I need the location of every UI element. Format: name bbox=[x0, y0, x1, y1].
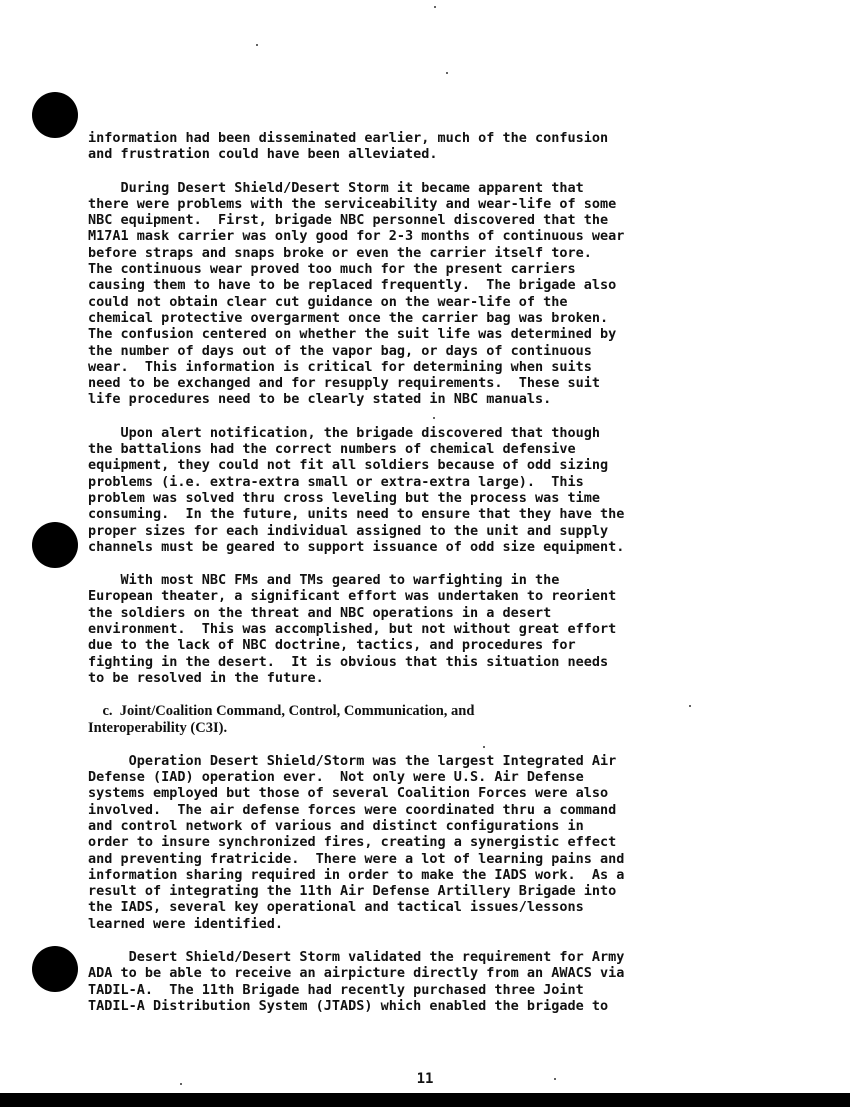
text-line: Operation Desert Shield/Storm was the largest Integrated Air bbox=[88, 752, 617, 769]
text-line: causing them to have to be replaced frequently. The brigade also bbox=[88, 277, 617, 294]
text-line: systems employed but those of several Coalition Forces were also bbox=[88, 785, 609, 802]
text-line: TADIL-A Distribution System (JTADS) which enabled the brigade to bbox=[88, 997, 609, 1014]
punch-hole-top bbox=[32, 92, 78, 138]
paragraph-iads bbox=[88, 753, 768, 932]
text-line: before straps and snaps broke or even the carrier itself tore. bbox=[88, 244, 592, 261]
text-line: to be resolved in the future. bbox=[88, 669, 324, 686]
text-line: Desert Shield/Desert Storm validated the requirement for Army bbox=[88, 949, 625, 966]
punch-hole-bottom bbox=[32, 946, 78, 992]
text-line: information had been disseminated earlier, much of the confusion bbox=[88, 130, 609, 146]
document-body bbox=[88, 130, 768, 1014]
text-line: European theater, a significant effort was undertaken to reorient bbox=[88, 588, 617, 605]
heading-line: Interoperability (C3I). bbox=[88, 719, 228, 736]
text-line: Defense (IAD) operation ever. Not only were U.S. Air Defense bbox=[88, 769, 584, 786]
text-line: learned were identified. bbox=[88, 915, 284, 932]
text-line: life procedures need to be clearly stated in NBC manuals. bbox=[88, 391, 552, 408]
text-line: TADIL-A. The 11th Brigade had recently purchased three Joint bbox=[88, 981, 584, 998]
text-line: environment. This was accomplished, but not without great effort bbox=[88, 621, 617, 638]
text-line: proper sizes for each individual assigned to the unit and supply bbox=[88, 522, 609, 539]
text-line: there were problems with the serviceability and wear-life of some bbox=[88, 195, 617, 212]
text-line: and control network of various and distinct configurations in bbox=[88, 817, 584, 834]
text-line: M17A1 mask carrier was only good for 2-3 months of continuous wear bbox=[88, 228, 625, 245]
scan-speck bbox=[434, 6, 436, 8]
paragraph-awacs bbox=[88, 949, 768, 1014]
text-line: need to be exchanged and for resupply requirements. These suit bbox=[88, 375, 601, 392]
scan-speck bbox=[446, 72, 448, 74]
text-line: fighting in the desert. It is obvious that this situation needs bbox=[88, 653, 609, 670]
text-line: the IADS, several key operational and tactical issues/lessons bbox=[88, 899, 584, 916]
text-line: problem was solved thru cross leveling but the process was time bbox=[88, 489, 601, 506]
text-line: the battalions had the correct numbers of chemical defensive bbox=[88, 441, 576, 458]
paragraph-field-manuals bbox=[88, 572, 768, 686]
section-heading-c3i bbox=[88, 703, 768, 736]
text-line: information sharing required in order to make the IADS work. As a bbox=[88, 866, 625, 883]
text-line: wear. This information is critical for determining when suits bbox=[88, 358, 592, 375]
text-line: and frustration could have been alleviated. bbox=[88, 146, 438, 163]
paragraph-sizing bbox=[88, 425, 768, 555]
text-line: chemical protective overgarment once the carrier bag was broken. bbox=[88, 309, 609, 326]
text-line: With most NBC FMs and TMs geared to warfighting in the bbox=[88, 572, 560, 589]
text-line: NBC equipment. First, brigade NBC personnel discovered that the bbox=[88, 212, 609, 229]
text-line: the soldiers on the threat and NBC operations in a desert bbox=[88, 604, 552, 621]
text-line: involved. The air defense forces were coordinated thru a command bbox=[88, 801, 617, 818]
text-line: equipment, they could not fit all soldiers because of odd sizing bbox=[88, 457, 609, 474]
punch-hole-middle bbox=[32, 522, 78, 568]
text-line: channels must be geared to support issuance of odd size equipment. bbox=[88, 538, 625, 555]
text-line: problems (i.e. extra-extra small or extra-extra large). This bbox=[88, 473, 584, 490]
text-line: could not obtain clear cut guidance on the wear-life of the bbox=[88, 293, 568, 310]
paragraph-continuation bbox=[88, 130, 768, 163]
text-line: due to the lack of NBC doctrine, tactics, and procedures for bbox=[88, 637, 576, 654]
text-line: Upon alert notification, the brigade discovered that though bbox=[88, 424, 601, 441]
text-line: consuming. In the future, units need to ensure that they have the bbox=[88, 506, 625, 523]
text-line: order to insure synchronized fires, creating a synergistic effect bbox=[88, 834, 617, 851]
scan-bottom-edge bbox=[0, 1093, 850, 1107]
heading-line: c. Joint/Coalition Command, Control, Communication, and bbox=[88, 703, 475, 720]
text-line: and preventing fratricide. There were a lot of learning pains and bbox=[88, 850, 625, 867]
text-line: The continuous wear proved too much for the present carriers bbox=[88, 261, 576, 278]
text-line: ADA to be able to receive an airpicture directly from an AWACS via bbox=[88, 965, 625, 982]
paragraph-suit-life bbox=[88, 180, 768, 408]
scan-speck bbox=[256, 44, 258, 46]
text-line: result of integrating the 11th Air Defense Artillery Brigade into bbox=[88, 883, 617, 900]
text-line: The confusion centered on whether the suit life was determined by bbox=[88, 326, 617, 343]
text-line: During Desert Shield/Desert Storm it became apparent that bbox=[88, 179, 584, 196]
page-number: 11 bbox=[416, 1071, 434, 1087]
text-line: the number of days out of the vapor bag, or days of continuous bbox=[88, 342, 592, 359]
